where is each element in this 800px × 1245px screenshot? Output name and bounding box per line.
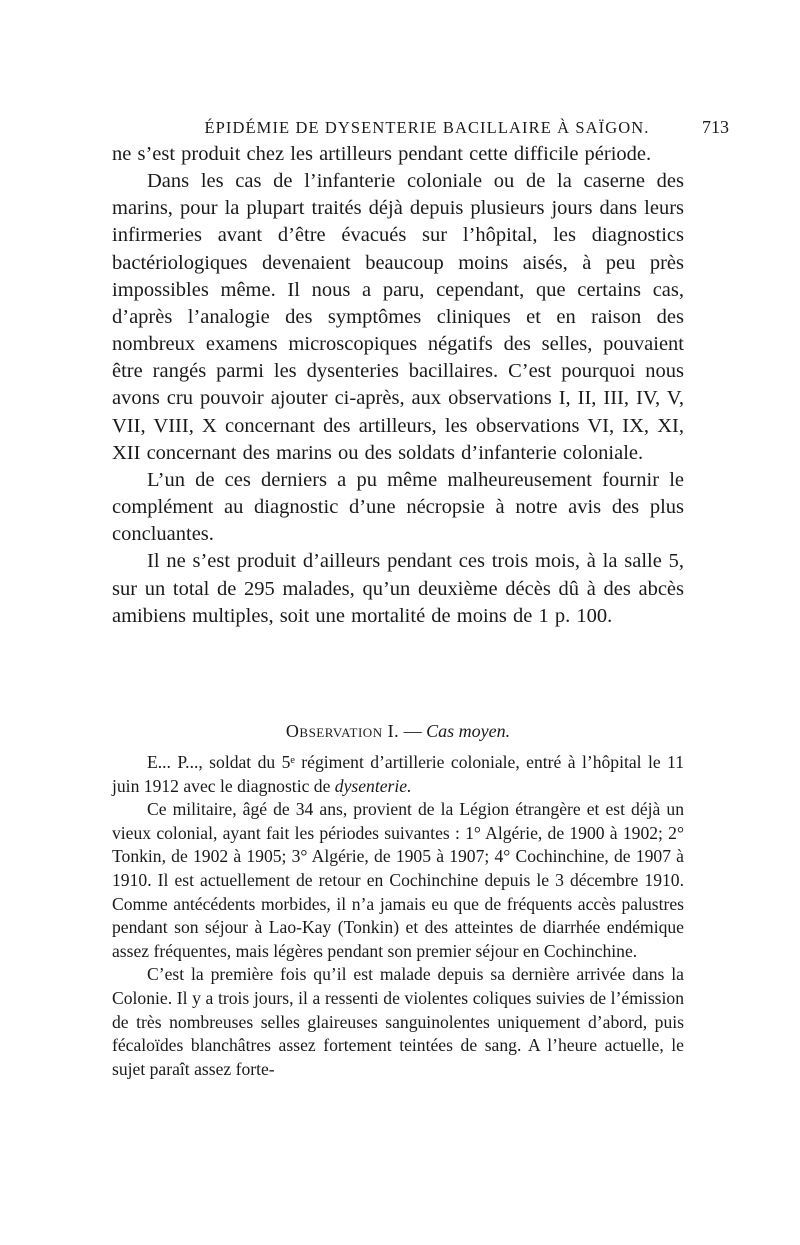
page-number: 713 <box>702 117 729 137</box>
running-title: ÉPIDÉMIE DE DYSENTERIE BACILLAIRE À SAÏGON. <box>204 118 650 137</box>
paragraph: Dans les cas de l’infanterie coloniale ou de la caserne des marins, pour la plupart traités déjà depuis plusieurs jours dans leurs infirmeries avant d’être évacués sur l’hôpital, les diagnostics bactériologiques devenaient beaucoup moins aisés, à peu près impossibles même. Il nous a paru, cependant, que certains cas, d’après l’analogie des symptômes cliniques et en raison des nombreux examens microscopiques négatifs des selles, pouvaient être rangés parmi les dysenteries bacillaires. C’est pourquoi nous avons cru pouvoir ajouter ci-après, aux observations I, II, III, IV, V, VII, VIII, X concernant des artilleurs, les observations VI, IX, XI, XII concernant des marins ou des soldats d’infanterie coloniale. <box>112 170 684 464</box>
paragraph: Ce militaire, âgé de 34 ans, provient de la Légion étrangère et est déjà un vieux colonial, ayant fait les périodes suivantes : 1° Algérie, de 1900 à 1902; 2° Tonkin, de 1902 à 1905; 3° Algérie, de 1905 à 1907; 4° Cochinchine, de 1907 à 1910. Il est actuellement de retour en Cochinchine depuis le 3 décembre 1910. Comme antécédents morbides, il n’a jamais eu que de fréquents accès palustres pendant son séjour à Lao-Kay (Tonkin) et des atteintes de diarrhée endémique assez fréquentes, mais légères pendant son premier séjour en Cochinchine. <box>112 799 684 961</box>
observation-text <box>112 751 684 1081</box>
observation-label: Observation I. <box>285 721 400 741</box>
observation-heading <box>112 721 684 742</box>
paragraph: C’est la première fois qu’il est malade depuis sa dernière arrivée dans la Colonie. Il y a trois jours, il a ressenti de violentes coliques suivies de l’émission de très nombreuses selles glaireuses sanguinolentes uniquement d’abord, puis fécaloïdes blanchâtres assez fortement teintées de sang. A l’heure actuelle, le sujet paraît assez forte- <box>112 964 684 1079</box>
paragraph <box>112 751 684 798</box>
main-text <box>112 141 684 630</box>
admission-text: E... P..., soldat du 5ᵉ régiment d’artillerie coloniale, entré à l’hôpital le 11 juin 1912 avec le diagnostic de <box>112 752 684 796</box>
heading-dash: — <box>399 721 427 741</box>
paragraph: ne s’est produit chez les artilleurs pendant cette difficile période. <box>112 143 652 165</box>
paragraph: L’un de ces derniers a pu même malheureusement fournir le complément au diagnostic d’une nécropsie à notre avis des plus concluantes. <box>112 468 684 546</box>
diagnosis: dysenterie. <box>334 775 412 796</box>
paragraph: Il ne s’est produit d’ailleurs pendant ces trois mois, à la salle 5, sur un total de 295 malades, qu’un deuxième décès dû à des abcès amibiens multiples, soit une mortalité de moins de 1 p. 100. <box>112 550 684 627</box>
observation-case-type: Cas moyen. <box>426 721 511 741</box>
